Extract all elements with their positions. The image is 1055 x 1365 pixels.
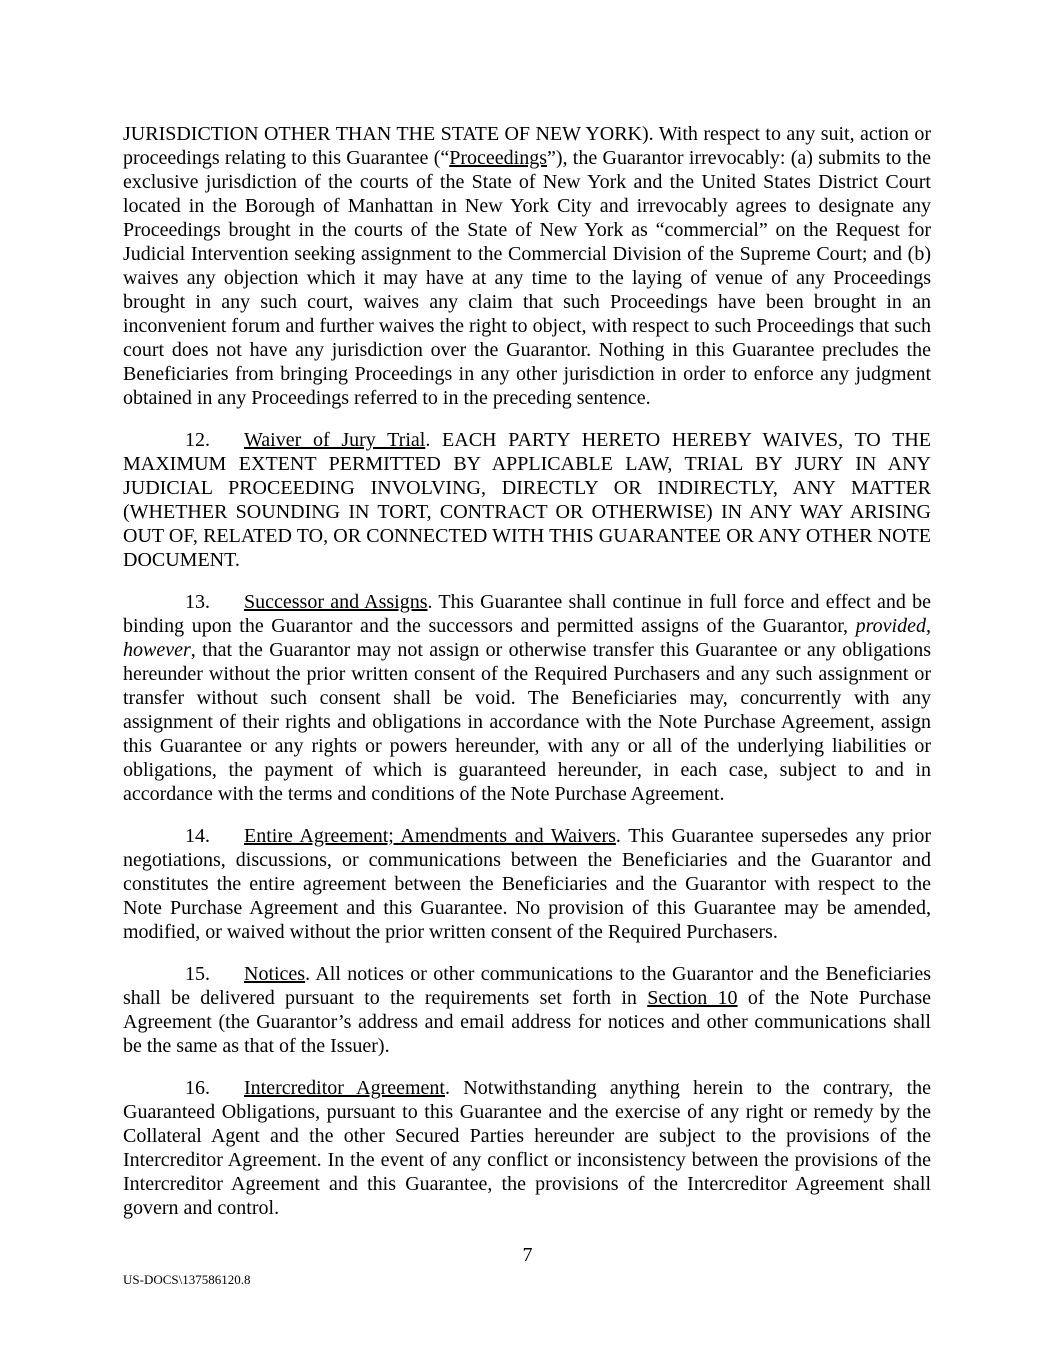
paragraph [123, 122, 931, 410]
underlined-text: Section 10 [647, 987, 738, 1009]
text-run: JURISDICTION OTHER THAN THE STATE OF NEW YORK). With respect to any suit, action or proceedings relating to this Guarantee (“ [123, 123, 931, 169]
paragraph [123, 590, 931, 806]
footer-doc-id: US-DOCS\137586120.8 [123, 1272, 251, 1287]
underlined-text: Waiver of Jury Trial [244, 429, 426, 451]
underlined-text: Entire Agreement; Amendments and Waivers [244, 825, 616, 847]
paragraph-number: 12. [185, 429, 210, 451]
underlined-text: Proceedings [449, 147, 547, 169]
italic-text: provided, however [123, 615, 931, 661]
text-run: of the Note Purchase Agreement (the Guarantor’s address and email address for notices and other communications shall be the same as that of the Issuer). [123, 987, 932, 1057]
paragraph-number: 15. [185, 963, 210, 985]
text-run: . EACH PARTY HERETO HEREBY WAIVES, TO THE MAXIMUM EXTENT PERMITTED BY APPLICABLE LAW, TRIAL BY JURY IN ANY JUDICIAL PROCEEDING INVOLVING, DIRECTLY OR INDIRECTLY, ANY MATTER (WHETHER SOUNDING IN TORT, CONTRACT OR OTHERWISE) IN ANY WAY ARISING OUT OF, RELATED TO, OR CONNECTED WITH THIS GUARANTEE OR ANY OTHER NOTE DOCUMENT. [123, 429, 931, 571]
document-body [123, 122, 931, 1220]
paragraph [123, 824, 931, 944]
text-run: . All notices or other communications to the Guarantor and the Beneficiaries shall be delivered pursuant to the requirements set forth in [123, 963, 931, 1009]
text-run: , that the Guarantor may not assign or otherwise transfer this Guarantee or any obligations hereunder without the prior written consent of the Required Purchasers and any such assignment or transfer without such consent shall be void. The Beneficiaries may, concurrently with any assignment of their rights and obligations in accordance with the Note Purchase Agreement, assign this Guarantee or any rights or powers hereunder, with any or all of the underlying liabilities or obligations, the payment of which is guaranteed hereunder, in each case, subject to and in accordance with the terms and conditions of the Note Purchase Agreement. [123, 639, 931, 805]
paragraph [123, 428, 931, 572]
text-run: . This Guarantee shall continue in full force and effect and be binding upon the Guarantor and the successors and permitted assigns of the Guarantor, [123, 591, 932, 637]
paragraph-number: 13. [185, 591, 210, 613]
paragraph-number: 14. [185, 825, 210, 847]
paragraph-number: 16. [185, 1077, 210, 1099]
underlined-text: Intercreditor Agreement [244, 1077, 445, 1099]
text-run: . Notwithstanding anything herein to the contrary, the Guaranteed Obligations, pursuant to this Guarantee and the exercise of any right or remedy by the Collateral Agent and the other Secured Parties hereunder are subject to the provisions of the Intercreditor Agreement. In the event of any conflict or inconsistency between the provisions of the Intercreditor Agreement and this Guarantee, the provisions of the Intercreditor Agreement shall govern and control. [123, 1077, 931, 1219]
page-number: 7 [522, 1244, 533, 1266]
paragraph [123, 962, 931, 1058]
text-run: ”), the Guarantor irrevocably: (a) submits to the exclusive jurisdiction of the courts of the State of New York and the United States District Court located in the Borough of Manhattan in New York City and irrevocably agrees to designate any Proceedings brought in the courts of the State of New York as “commercial” on the Request for Judicial Intervention seeking assignment to the Commercial Division of the Supreme Court; and (b) waives any objection which it may have at any time to the laying of venue of any Proceedings brought in any such court, waives any claim that such Proceedings have been brought in an inconvenient forum and further waives the right to object, with respect to such Proceedings that such court does not have any jurisdiction over the Guarantor. Nothing in this Guarantee precludes the Beneficiaries from bringing Proceedings in any other jurisdiction in order to enforce any judgment obtained in any Proceedings referred to in the preceding sentence. [123, 147, 931, 409]
paragraph [123, 1076, 931, 1220]
underlined-text: Notices [244, 963, 306, 985]
underlined-text: Successor and Assigns [244, 591, 428, 613]
text-run: . This Guarantee supersedes any prior negotiations, discussions, or communications between the Beneficiaries and the Guarantor and constitutes the entire agreement between the Beneficiaries and the Guarantor with respect to the Note Purchase Agreement and this Guarantee. No provision of this Guarantee may be amended, modified, or waived without the prior written consent of the Required Purchasers. [123, 825, 931, 943]
